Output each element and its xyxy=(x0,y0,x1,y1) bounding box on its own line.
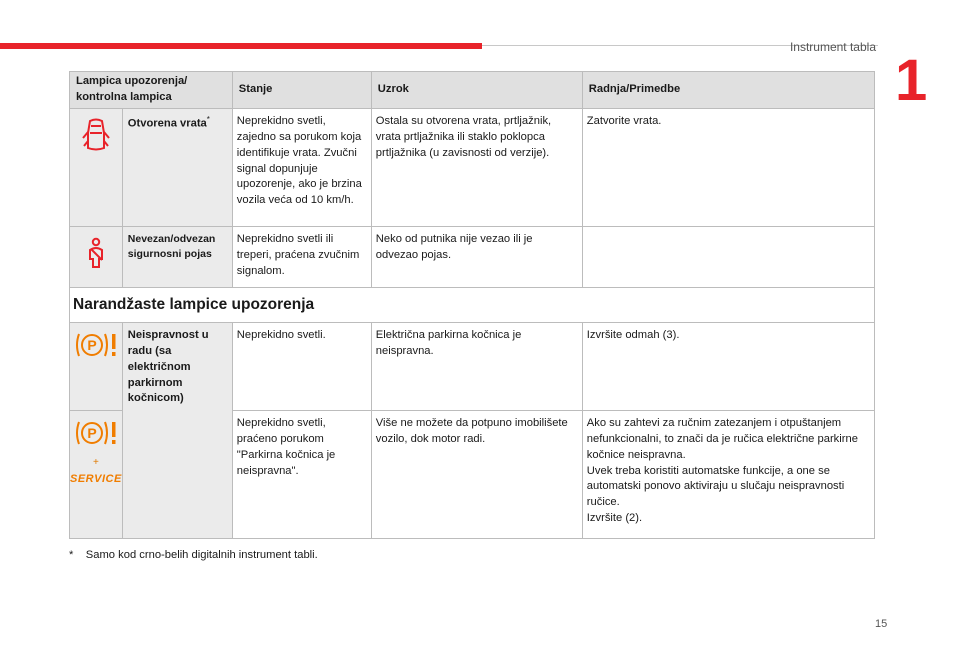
action-cell xyxy=(582,410,874,538)
lamp-name-parking-brake-fault: Neispravnost u radu (sa električnom parkirnom kočnicom) xyxy=(127,328,209,405)
action-cell: Izvršite odmah (3). xyxy=(582,322,874,410)
action-line: Uvek treba koristiti automatske funkcije, a one se automatski ponovo aktiviraju u slučaju neispravnosti ručice. xyxy=(586,464,845,509)
table-row xyxy=(70,108,875,226)
icon-cell xyxy=(70,226,123,287)
seatbelt-icon xyxy=(84,237,108,269)
cause-cell: Električna parkirna kočnica je neispravna. xyxy=(371,322,582,410)
cause-cell: Više ne možete da potpuno imobilišete vozilo, dok motor radi. xyxy=(371,410,582,538)
header-accent-bar xyxy=(0,43,482,49)
cause-cell: Ostala su otvorena vrata, prtljažnik, vrata prtljažnika ili staklo poklopca prtljažnika (u zavisnosti od verzije). xyxy=(371,108,582,226)
section-title: Instrument tabla xyxy=(789,40,876,54)
section-row xyxy=(70,287,875,322)
service-icon: SERVICE xyxy=(70,472,122,485)
svg-text:P: P xyxy=(87,336,97,353)
lamp-name-cell xyxy=(122,108,232,226)
icon-cell xyxy=(70,410,123,538)
orange-section-title: Narandžaste lampice upozorenja xyxy=(70,287,875,322)
state-cell: Neprekidno svetli ili treperi, praćena zvučnim signalom. xyxy=(232,226,371,287)
lamp-name-seatbelt: Nevezan/odvezan sigurnosni pojas xyxy=(127,232,216,260)
footnote xyxy=(69,549,318,561)
footnote-text: Samo kod crno-belih digitalnih instrument tabli. xyxy=(85,549,318,561)
chapter-number: 1 xyxy=(895,48,928,113)
column-header-cause: Uzrok xyxy=(371,72,582,109)
table-header-row xyxy=(70,72,875,109)
table-row xyxy=(70,226,875,287)
lamp-name-open-door: Otvorena vrata xyxy=(127,117,207,130)
plus-sign: + xyxy=(92,456,99,468)
action-cell xyxy=(582,226,874,287)
page-number: 15 xyxy=(875,618,888,630)
lamp-name-cell xyxy=(122,226,232,287)
state-cell: Neprekidno svetli, zajedno sa porukom koja identifikuje vrata. Zvučni signal dopunjuje upozorenje, ako je brzina vozila veća od 10 km/h. xyxy=(232,108,371,226)
footnote-marker: * xyxy=(206,114,210,124)
icon-cell xyxy=(70,322,123,410)
column-header-lamp: Lampica upozorenja/ kontrolna lampica xyxy=(70,72,233,109)
table-row xyxy=(70,322,875,410)
icon-cell xyxy=(70,108,123,226)
state-cell: Neprekidno svetli, praćeno porukom "Parkirna kočnica je neispravna". xyxy=(232,410,371,538)
action-cell: Zatvorite vrata. xyxy=(582,108,874,226)
action-line: Ako su zahtevi za ručnim zatezanjem i otpuštanjem nefunkcionalni, to znači da je ručica električne parkirne kočnice neispravna. xyxy=(586,416,858,461)
lamp-name-cell xyxy=(122,322,232,538)
cause-cell: Neko od putnika nije vezao ili je odvezao pojas. xyxy=(371,226,582,287)
parking-brake-fault-icon xyxy=(74,419,118,447)
action-line: Izvršite (2). xyxy=(586,512,643,525)
open-door-icon xyxy=(81,117,111,153)
footnote-marker: * xyxy=(69,549,74,561)
column-header-state: Stanje xyxy=(232,72,371,109)
state-cell: Neprekidno svetli. xyxy=(232,322,371,410)
warning-lamps-table xyxy=(69,71,875,539)
svg-text:P: P xyxy=(87,424,97,441)
parking-brake-fault-icon xyxy=(74,331,118,359)
column-header-action: Radnja/Primedbe xyxy=(582,72,874,109)
